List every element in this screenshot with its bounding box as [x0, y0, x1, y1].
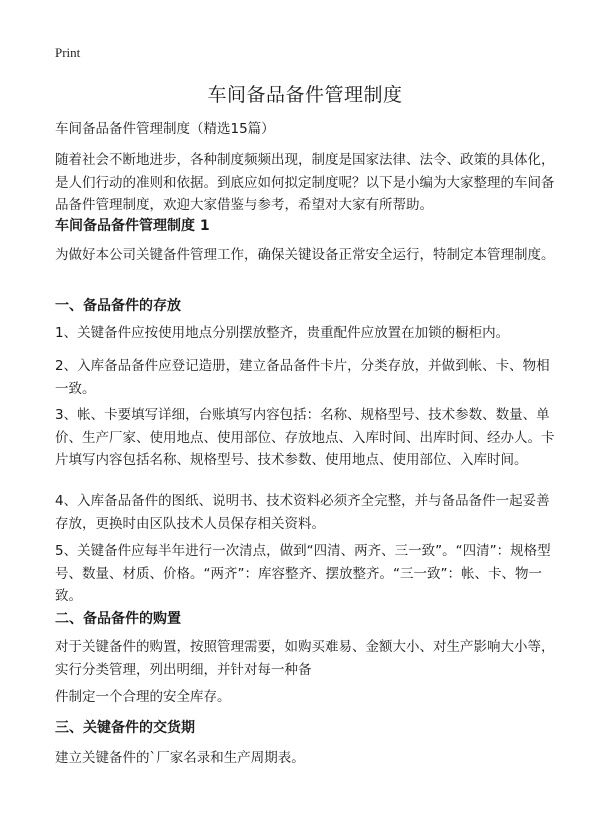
document-subtitle: 车间备品备件管理制度（精选15篇） [55, 121, 275, 137]
article-heading: 车间备品备件管理制度 1 [55, 218, 210, 234]
storage-item-4: 4、入库备品备件的图纸、说明书、技术资料必须齐全完整，并与备品备件一起妥善存放，更换时由区队技术人员保存相关资料。 [55, 493, 550, 532]
purchase-paragraph-continued: 件制定一个合理的安全库存。 [55, 689, 231, 705]
section-heading-delivery: 三、关键备件的交货期 [55, 720, 195, 736]
storage-item-3: 3、帐、卡要填写详细，台账填写内容包括：名称、规格型号、技术参数、数量、单价、生产厂家、使用地点、使用部位、存放地点、入库时间、出库时间、经办人。卡片填写内容包括名称、规格型号、技术参数、使用地点、使用部位、入库时间。 [55, 407, 555, 468]
intro-paragraph: 随着社会不断地进步，各种制度频频出现，制度是国家法律、法令、政策的具体化，是人们行动的准则和依据。到底应如何拟定制度呢？以下是小编为大家整理的车间备品备件管理制度，欢迎大家借鉴与参考，希望对大家有所帮助。 [55, 152, 555, 213]
storage-item-1: 1、关键备件应按使用地点分别摆放整齐，贵重配件应放置在加锁的橱柜内。 [55, 325, 510, 341]
purchase-paragraph: 对于关键备件的购置，按照管理需要，如购买难易、金额大小、对生产影响大小等，实行分类管理，列出明细，并针对每一种备 [55, 639, 555, 678]
storage-item-5: 5、关键备件应每半年进行一次清点，做到“四清、两齐、三一致”。“四清”：规格型号、数量、材质、价格。“两齐”：库容整齐、摆放整齐。“三一致”：帐、卡、物一致。 [55, 543, 551, 604]
purpose-paragraph: 为做好本公司关键备件管理工作，确保关键设备正常安全运行，特制定本管理制度。 [55, 247, 555, 263]
delivery-paragraph: 建立关键备件的`厂家名录和生产周期表。 [55, 750, 305, 766]
section-heading-purchase: 二、备品备件的购置 [55, 611, 181, 627]
document-title: 车间备品备件管理制度 [207, 84, 403, 106]
print-link[interactable]: Print [55, 45, 81, 60]
storage-item-2: 2、入库备品备件应登记造册，建立备品备件卡片，分类存放，并做到帐、卡、物相一致。 [55, 358, 550, 397]
section-heading-storage: 一、备品备件的存放 [55, 298, 181, 314]
